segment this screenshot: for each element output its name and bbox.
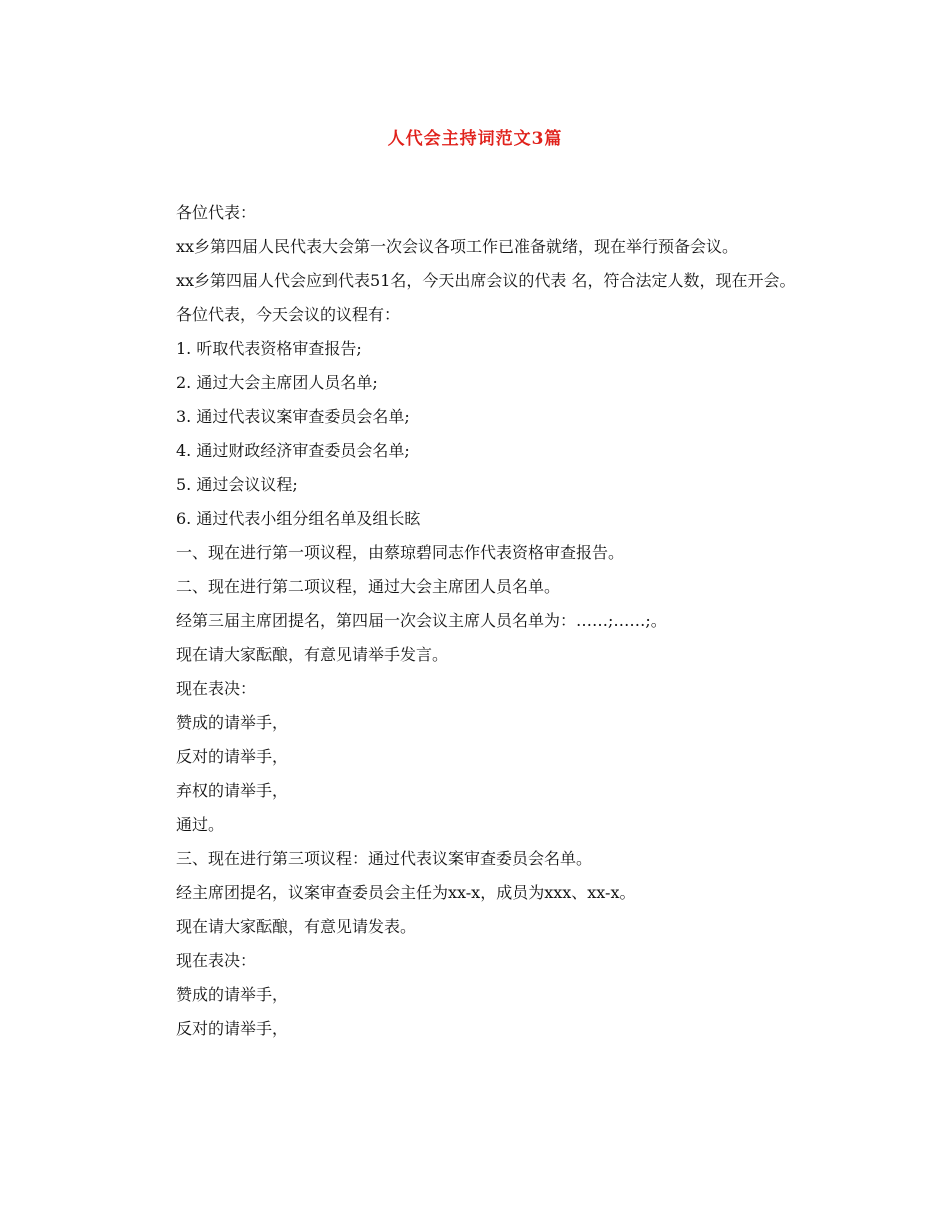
document-title: 人代会主持词范文3篇 — [387, 129, 563, 149]
agenda-item: 1. 听取代表资格审查报告; — [176, 339, 362, 358]
paragraph: 三、现在进行第三项议程：通过代表议案审查委员会名单。 — [176, 849, 593, 868]
paragraph: 现在请大家酝酿，有意见请发表。 — [176, 917, 417, 936]
paragraph: 一、现在进行第一项议程，由蔡琼碧同志作代表资格审查报告。 — [176, 543, 625, 562]
paragraph: 反对的请举手， — [176, 1019, 289, 1038]
agenda-item: 5. 通过会议议程; — [176, 475, 298, 494]
paragraph: 弃权的请举手， — [176, 781, 289, 800]
paragraph: 现在表决： — [176, 951, 257, 970]
paragraph: 二、现在进行第二项议程，通过大会主席团人员名单。 — [176, 577, 561, 596]
paragraph: 经主席团提名，议案审查委员会主任为xx-x，成员为xxx、xx-x。 — [176, 883, 636, 902]
agenda-item: 3. 通过代表议案审查委员会名单; — [176, 407, 410, 426]
paragraph: 各位代表： — [176, 203, 257, 222]
paragraph: 各位代表，今天会议的议程有： — [176, 305, 401, 324]
agenda-item: 2. 通过大会主席团人员名单; — [176, 373, 378, 392]
paragraph: 赞成的请举手， — [176, 713, 289, 732]
paragraph: 经第三届主席团提名，第四届一次会议主席人员名单为：……;……;。 — [176, 611, 667, 630]
agenda-item: 4. 通过财政经济审查委员会名单; — [176, 441, 410, 460]
paragraph: xx乡第四届人民代表大会第一次会议各项工作已准备就绪，现在举行预备会议。 — [176, 237, 739, 256]
agenda-item: 6. 通过代表小组分组名单及组长眩 — [176, 509, 421, 528]
paragraph: 反对的请举手， — [176, 747, 289, 766]
paragraph: xx乡第四届人代会应到代表51名，今天出席会议的代表 名，符合法定人数，现在开会。 — [176, 271, 796, 290]
paragraph: 现在请大家酝酿，有意见请举手发言。 — [176, 645, 449, 664]
paragraph: 赞成的请举手， — [176, 985, 289, 1004]
paragraph: 通过。 — [176, 815, 225, 834]
paragraph: 现在表决： — [176, 679, 257, 698]
document-body — [140, 196, 808, 1046]
